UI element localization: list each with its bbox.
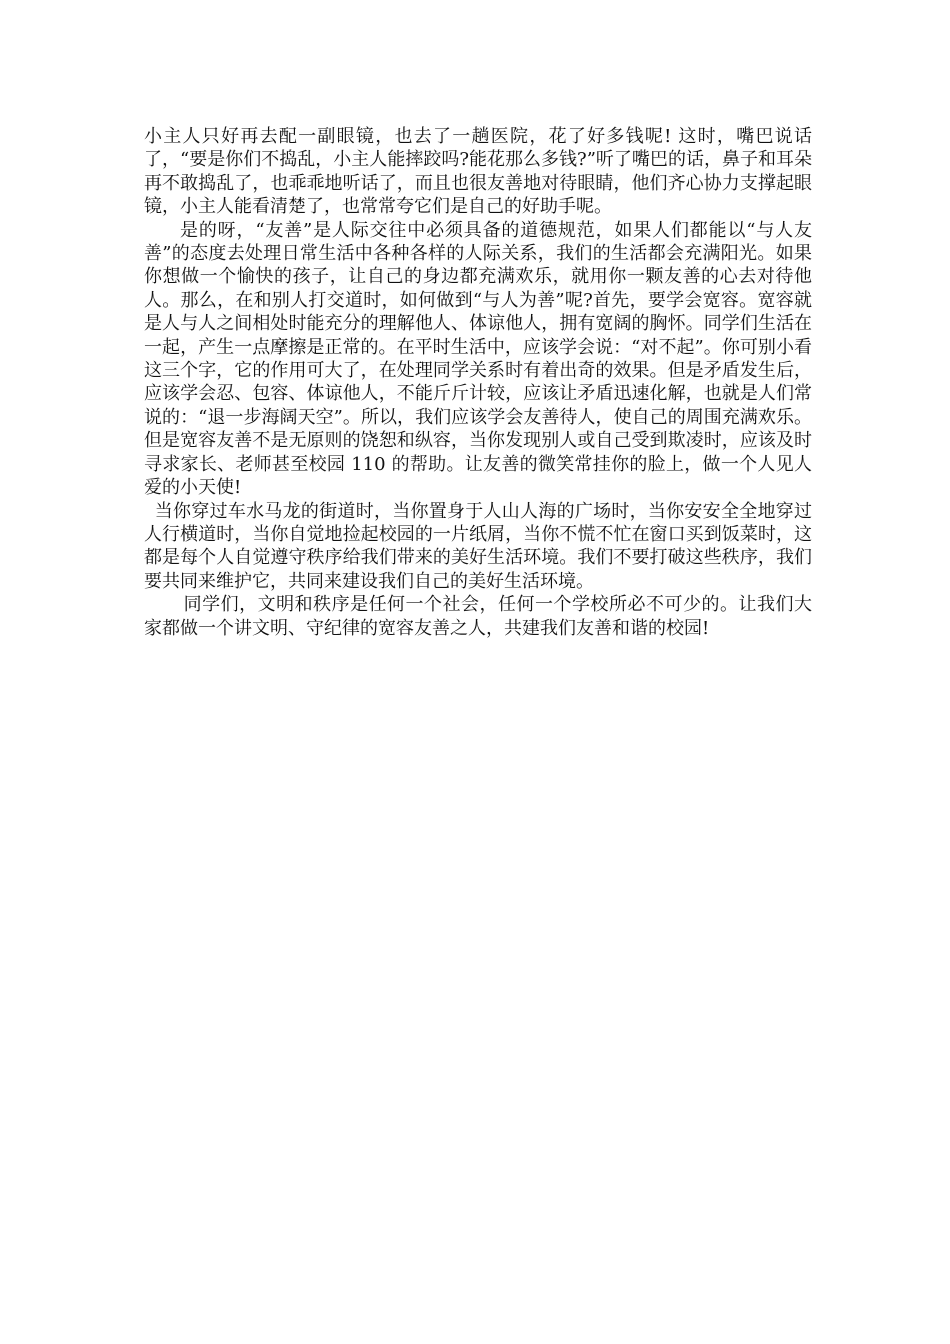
- document-body: [144, 125, 812, 640]
- paragraph-3: 当你穿过车水马龙的街道时，当你置身于人山人海的广场时，当你安安全全地穿过人行横道时，当你自觉地捡起校园的一片纸屑，当你不慌不忙在窗口买到饭菜时，这都是每个人自觉遵守秩序给我们带来的美好生活环境。我们不要打破这些秩序，我们要共同来维护它，共同来建设我们自己的美好生活环境。: [144, 500, 812, 592]
- paragraph-4: 同学们，文明和秩序是任何一个社会，任何一个学校所必不可少的。让我们大家都做一个讲文明、守纪律的宽容友善之人，共建我们友善和谐的校园!: [144, 594, 812, 639]
- paragraph-1: 小主人只好再去配一副眼镜，也去了一趟医院，花了好多钱呢! 这时，嘴巴说话了，“要是你们不捣乱，小主人能摔跤吗?能花那么多钱?”听了嘴巴的话，鼻子和耳朵再不敢捣乱了，也乖乖地听话了，而且也很友善地对待眼睛，他们齐心协力支撑起眼镜，小主人能看清楚了，也常常夸它们是自己的好助手呢。: [144, 126, 812, 218]
- paragraph-2: 是的呀，“友善”是人际交往中必须具备的道德规范，如果人们都能以“与人友善”的态度去处理日常生活中各种各样的人际关系，我们的生活都会充满阳光。如果你想做一个愉快的孩子，让自己的身边都充满欢乐，就用你一颗友善的心去对待他人。那么，在和别人打交道时，如何做到“与人为善”呢?首先，要学会宽容。宽容就是人与人之间相处时能充分的理解他人、体谅他人，拥有宽阔的胸怀。同学们生活在一起，产生一点摩擦是正常的。在平时生活中，应该学会说：“对不起”。你可别小看这三个字，它的作用可大了，在处理同学关系时有着出奇的效果。但是矛盾发生后，应该学会忍、包容、体谅他人，不能斤斤计较，应该让矛盾迅速化解，也就是人们常说的：“退一步海阔天空”。所以，我们应该学会友善待人，使自己的周围充满欢乐。但是宽容友善不是无原则的饶恕和纵容，当你发现别人或自己受到欺凌时，应该及时寻求家长、老师甚至校园 110 的帮助。让友善的微笑常挂你的脸上，做一个人见人爱的小天使!: [144, 219, 812, 499]
